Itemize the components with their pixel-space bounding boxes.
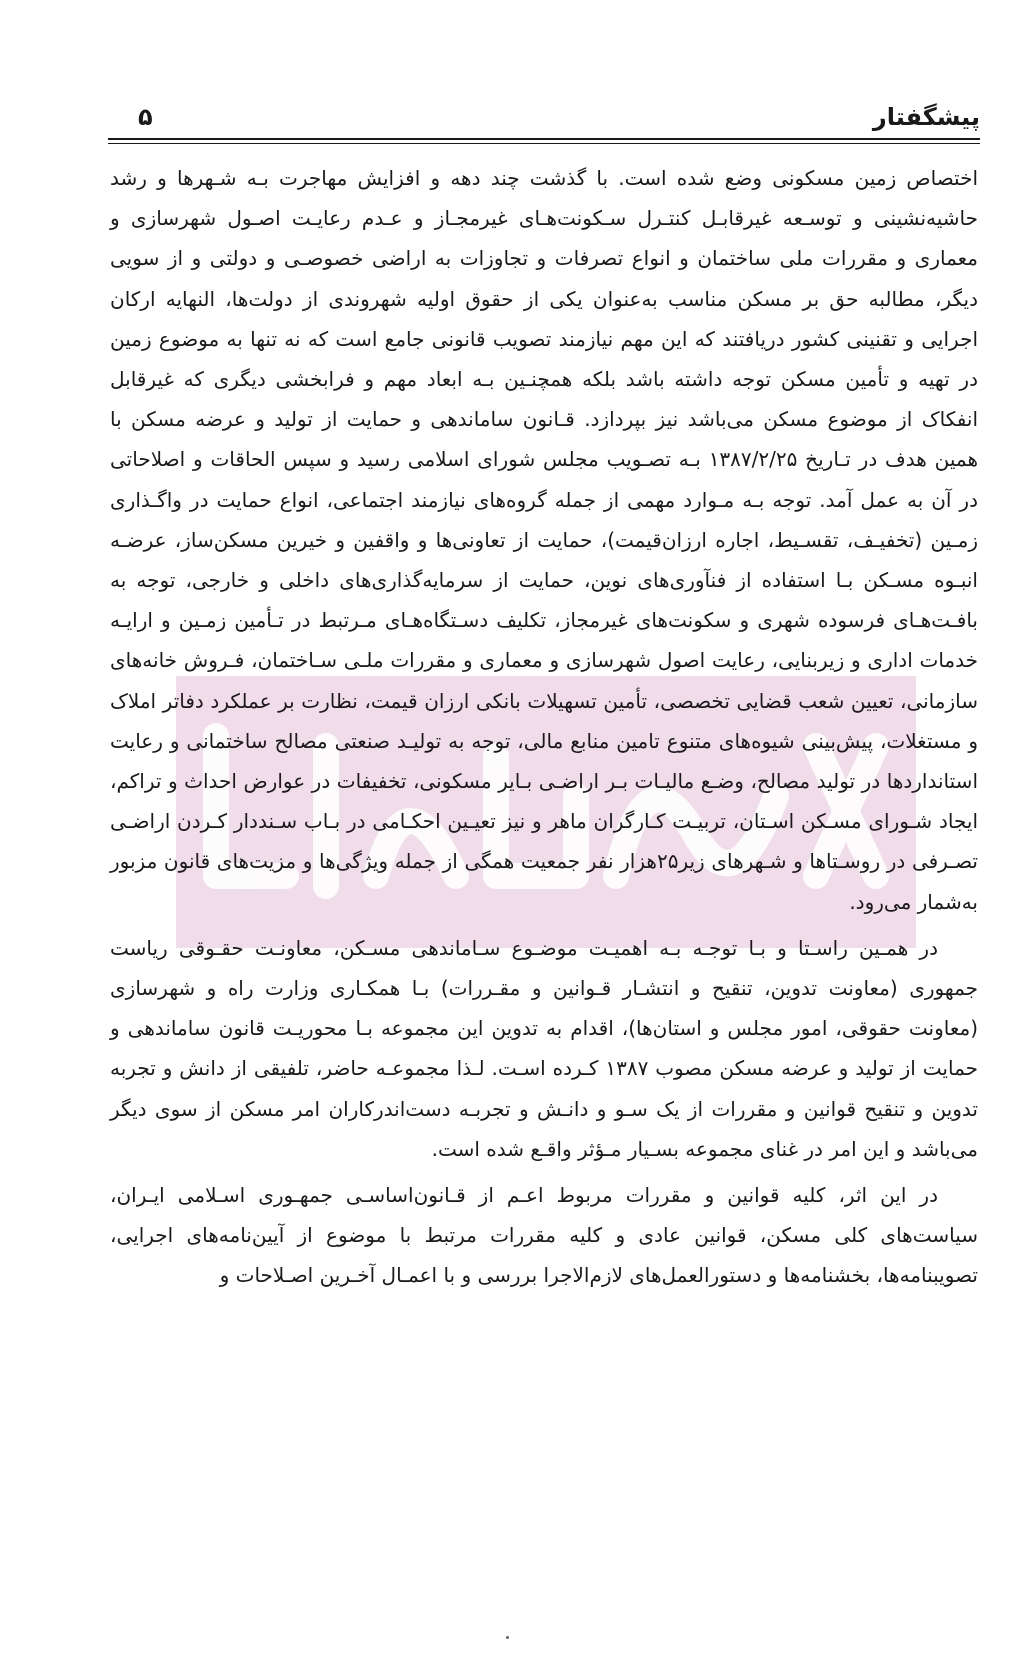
page-header: [108, 100, 980, 140]
page-number: ۵: [138, 103, 153, 131]
header-rule: [108, 138, 980, 140]
chapter-title: پیشگفتار: [872, 103, 980, 131]
paragraph-scope: در این اثر، کلیه قوانین و مقررات مربوط اعـم از قـانون‌اساسـی جمهـوری اسـلامی ایـران، سیاست‌های کلی مسکن، قوانین عادی و کلیه مقررات مرتبط با موضوع از آیین‌نامه‌های اجرایی، تصویبنامه‌ها، بخشنامه‌ها و دستورالعمل‌های لازم‌الاجرا بررسی و با اعمـال آخـرین اصـلاحات و: [110, 1183, 978, 1288]
header-rule-secondary: [108, 143, 980, 144]
paragraph-intro: اختصاص زمین مسکونی وضع شده است. با گذشت چند دهه و افزایش مهاجرت بـه شـهرها و رشد حاشیه‌نشینی و توسـعه غیرقابـل کنتـرل سـکونت‌هـای غیرمجـاز و عـدم رعایـت اصـول شهرسازی و معماری و مقررات ملی ساختمان و انواع تصرفات و تجاوزات به اراضی خصوصـی و دولتی و از سویی دیگر، مطالبه حق بر مسکن مناسب به‌عنوان یکی از حقوق اولیه شهروندی از دولت‌ها، النهایه ارکان اجرایی و تقنینی کشور دریافتند که این مهم نیازمند تصویب قانونی جامع است که نه تنها به موضوع زمین در تهیه و تأمین مسکن توجه داشته باشد بلکه همچنـین بـه ابعاد مهم و فرابخشی دیگری که غیرقابل انفکاک از موضوع مسکن می‌باشد نیز بپردازد. قـانون ساماندهی و حمایت از تولید و عرضه مسکن با همین هدف در تـاریخ ۱۳۸۷/۲/۲۵ بـه تصـویب مجلس شورای اسلامی رسید و سپس الحاقات و اصلاحاتی در آن به عمل آمد. توجه بـه مـوارد مهمی از جمله گروه‌های نیازمند اجتماعی، انواع حمایت در واگـذاری زمـین (تخفیـف، تقسـیط، اجاره ارزان‌قیمت)، حمایت از تعاونی‌ها و واقفین و خیرین مسکن‌ساز، عرضـه انبـوه مسـکن بـا استفاده از فنآوری‌های نوین، حمایت از سرمایه‌گذاری‌های داخلی و خارجی، توجه به بافـت‌هـای فرسوده شهری و سکونت‌های غیرمجاز، تکلیف دسـتگاه‌هـای مـرتبط در تـأمین زمـین و ارایـه خدمات اداری و زیربنایی، رعایت اصول شهرسازی و معماری و مقررات ملـی سـاختمان، فـروش خانه‌های سازمانی، تعیین شعب قضایی تخصصی، تأمین تسهیلات بانکی ارزان قیمت، نظارت بر عملکرد دفاتر املاک و مستغلات، پیش‌بینی شیوه‌های متنوع تامین منابع مالی، توجه به تولیـد صنعتی مصالح ساختمانی و رعایت استانداردها در تولید مصالح، وضـع مالیـات بـر اراضـی بـایر مسکونی، تخفیفات در عوارض احداث و تراکم، ایجاد شـورای مسـکن اسـتان، تربیـت کـارگران ماهر و نیز تعیـین احکـامی در بـاب سـنددار کـردن اراضـی تصـرفی در روسـتاها و شـهرهای زیر۲۵هزار نفر جمعیت همگی از جمله ویژگی‌ها و مزیت‌های قانون مزبور به‌شمار می‌رود.: [110, 166, 979, 914]
paragraph-compilation: در همـین راسـتا و بـا توجـه بـه اهمیـت موضـوع سـاماندهی مسـکن، معاونـت حقـوقی ریاست جمهوری (معاونت تدوین، تنقیح و انتشـار قـوانین و مقـررات) بـا همکـاری وزارت راه و شهرسازی (معاونت حقوقی، امور مجلس و استان‌ها)، اقدام به تدوین این مجموعه بـا محوریـت قانون ساماندهی و حمایت از تولید و عرضه مسکن مصوب ۱۳۸۷ کـرده اسـت. لـذا مجموعـه حاضر، تلفیقی از دانش و تجربه تدوین و تنقیح قوانین و مقررات از یک سـو و دانـش و تجربـه دست‌اندرکاران امر مسکن از سوی دیگر می‌باشد و این امر در غنای مجموعه بسـیار مـؤثر واقـع شده است.: [110, 935, 978, 1161]
page-body: [110, 158, 978, 1302]
footer-mark: [506, 1636, 509, 1639]
